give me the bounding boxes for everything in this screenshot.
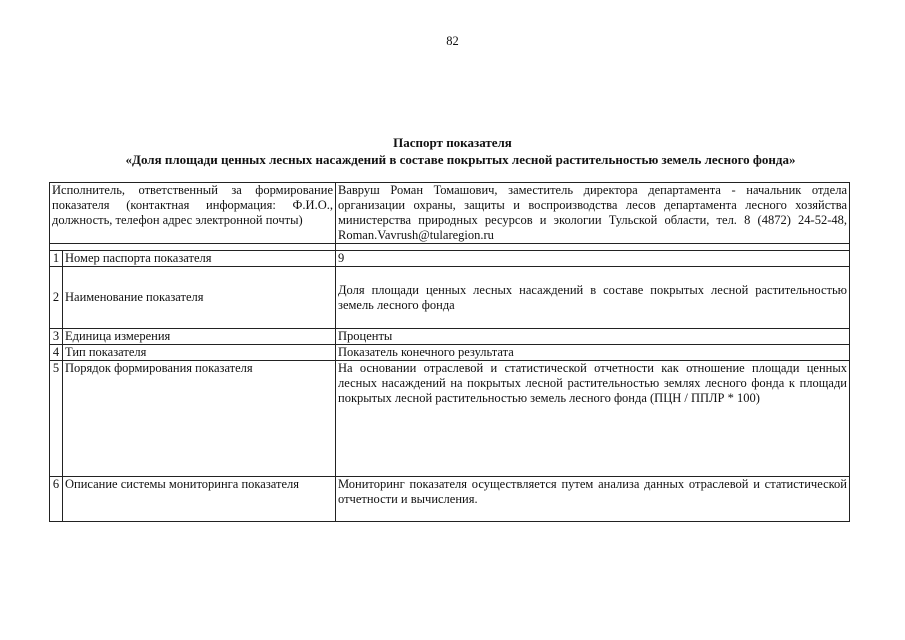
row-label: Описание системы мониторинга показателя	[63, 477, 336, 522]
row-value: Доля площади ценных лесных насаждений в составе покрытых лесной растительностью земель лесного фонда	[336, 267, 850, 329]
table-row	[50, 251, 850, 267]
row-value: На основании отраслевой и статистической отчетности как отношение площади ценных лесных насаждений на покрытых лесной растительностью землях лесного фонда к площади покрытых лесной растительностью земель лесного фонда (ПЦН / ППЛР * 100)	[336, 361, 850, 477]
table-row	[50, 267, 850, 329]
table-row	[50, 477, 850, 522]
document-title	[0, 134, 905, 168]
row-label: Порядок формирования показателя	[63, 361, 336, 477]
row-value: 9	[336, 251, 850, 267]
row-number: 1	[50, 251, 63, 267]
title-line-2: «Доля площади ценных лесных насаждений в составе покрытых лесной растительностью земель лесного фонда»	[125, 152, 796, 167]
passport-table	[49, 182, 850, 522]
row-number: 4	[50, 345, 63, 361]
row-number: 2	[50, 267, 63, 329]
row-label: Тип показателя	[63, 345, 336, 361]
row-value: Мониторинг показателя осуществляется путем анализа данных отраслевой и статистической отчетности и вычисления.	[336, 477, 850, 522]
table-row	[50, 361, 850, 477]
row-number: 6	[50, 477, 63, 522]
responsible-label: Исполнитель, ответственный за формирование показателя (контактная информация: Ф.И.О., должность, телефон адрес электронной почты)	[50, 183, 336, 244]
table-header-row	[50, 183, 850, 244]
row-value: Проценты	[336, 329, 850, 345]
row-label: Наименование показателя	[63, 267, 336, 329]
title-line-1: Паспорт показателя	[393, 135, 512, 150]
row-value: Показатель конечного результата	[336, 345, 850, 361]
row-label: Единица измерения	[63, 329, 336, 345]
row-number: 5	[50, 361, 63, 477]
row-number: 3	[50, 329, 63, 345]
row-label: Номер паспорта показателя	[63, 251, 336, 267]
table-row	[50, 345, 850, 361]
page-number: 82	[446, 34, 459, 48]
spacer-row	[50, 244, 850, 251]
responsible-value: Вавруш Роман Томашович, заместитель директора департамента - начальник отдела организации охраны, защиты и воспроизводства лесов департамента лесного хозяйства министерства природных ресурсов и экологии Тульской области, тел. 8 (4872) 24-52-48, Roman.Vavrush@tularegion.ru	[336, 183, 850, 244]
table-row	[50, 329, 850, 345]
